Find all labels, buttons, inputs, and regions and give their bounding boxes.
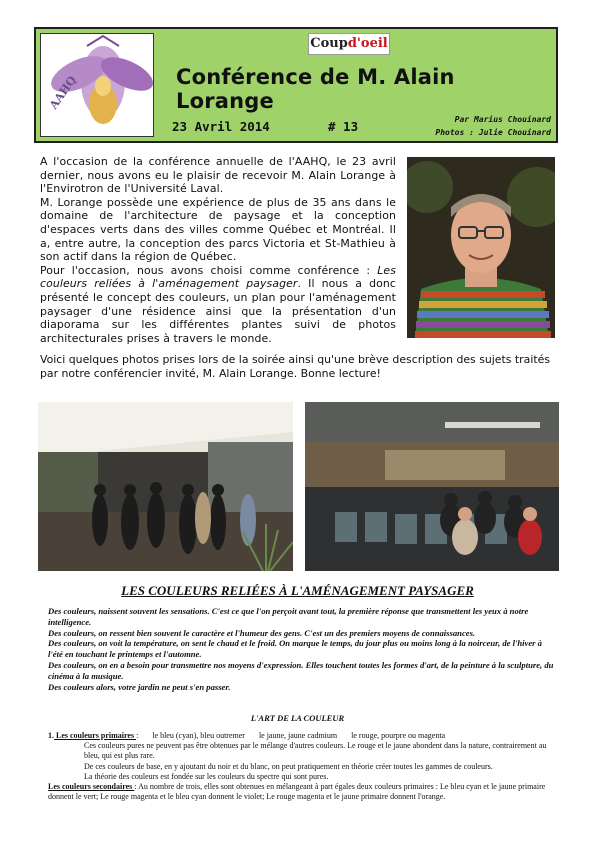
primary-note-1: Ces couleurs pures ne peuvent pas être obtenues par le mélange d'autres couleurs. Le rouge et le jaune abondent dans la nature, contrairement au bleu, qui est plus rare. bbox=[84, 741, 547, 761]
portrait-photo bbox=[407, 157, 555, 338]
event-photo-2 bbox=[305, 402, 559, 571]
primary-colors-line bbox=[48, 731, 558, 741]
intro-paragraph-2: M. Lorange possède une expérience de plus de 35 ans dans le domaine de l'architecture de paysage et la conception d'espaces verts dans des villes comme Québec et Montréal. Il a, entre autre, la conception des parcs Victoria et St-Mathieu à son actif dans la région de Québec. bbox=[40, 195, 396, 264]
primary-color-yellow: le jaune, jaune cadmium bbox=[258, 731, 338, 740]
badge-part1: Coup bbox=[310, 36, 348, 51]
author-credit: Par Marius Chouinard bbox=[454, 115, 551, 124]
colors-intro-block bbox=[48, 606, 558, 692]
secondary-colors-text: Au nombre de trois, elles sont obtenues en mélangeant à part égales deux couleurs primaires : Le bleu cyan et le jaune primaire donnent le vert; Le rouge magenta et le bleu cyan donnent le violet; Le rouge magenta et le jaune primaire donnent l'orange. bbox=[48, 782, 546, 802]
page-title: Conférence de M. Alain Lorange bbox=[176, 65, 455, 113]
badge-part2: d'oeil bbox=[347, 36, 388, 51]
primary-colors-label: Les couleurs primaires bbox=[54, 731, 137, 740]
conference-title: Les couleurs reliées à l'aménagement paysager bbox=[40, 263, 396, 291]
aahq-logo bbox=[40, 33, 154, 137]
intro-paragraph-1: A l'occasion de la conférence annuelle de l'AAHQ, le 23 avril dernier, nous avons eu le plaisir de recevoir M. Alain Lorange à l'Envirotron de l'Université Laval. bbox=[40, 155, 396, 196]
newsletter-header bbox=[34, 27, 558, 143]
closing-paragraph: Voici quelques photos prises lors de la soirée ainsi qu'une brève description des sujets traités par notre conférencier invité, M. Alain Lorange. Bonne lecture! bbox=[40, 353, 550, 380]
logo-text: AAHQ bbox=[47, 73, 79, 112]
issue-date: 23 Avril 2014 bbox=[172, 119, 270, 134]
byline bbox=[431, 113, 551, 139]
primary-color-red: le rouge, pourpre ou magenta bbox=[351, 731, 446, 740]
colors-paragraph-3: Des couleurs, on voit la température, on sent le chaud et le froid. On marque le temps, du jour plus ou moins long à la noirceur, de l'hiver à l'été en touchant le printemps et l'automne. bbox=[48, 638, 542, 660]
event-photo-1 bbox=[38, 402, 293, 571]
primary-colors-colon: : bbox=[136, 731, 139, 740]
colors-paragraph-1: Des couleurs, naissent souvent les sensations. C'est ce que l'on perçoit avant tout, la première réponse que transmettent les yeux à notre intelligence. bbox=[48, 606, 529, 627]
primary-color-blue: le bleu (cyan), bleu outremer bbox=[152, 731, 245, 740]
audience-photo-icon bbox=[305, 402, 559, 571]
intro-p3-b: . Il nous a donc présenté le concept des couleurs, un plan pour l'aménagement paysager d'une résidence ainsi que la présentation d'un diaporama sur les différentes plantes suivi de photos architecturales prises à travers le monde. bbox=[40, 277, 396, 345]
photo-credit: Photos : Julie Chouinard bbox=[435, 128, 551, 137]
list-number: 1. bbox=[48, 731, 54, 740]
colors-paragraph-2: Des couleurs, on ressent bien souvent le caractère et l'humeur des gens. C'est un des premiers moyens de connaissances. bbox=[48, 627, 476, 638]
art-of-color-title: L'ART DE LA COULEUR bbox=[250, 713, 345, 723]
primary-note-2: De ces couleurs de base, en y ajoutant du noir et du blanc, on peut pratiquement en théorie créer toutes les gammes de couleurs. bbox=[84, 761, 493, 771]
orchid-logo-icon bbox=[41, 34, 153, 136]
issue-number: # 13 bbox=[328, 119, 359, 134]
section-title: LES COULEURS RELIÉES À L'AMÉNAGEMENT PAYSAGER bbox=[121, 583, 474, 598]
secondary-colors-colon: : bbox=[134, 782, 137, 792]
primary-note-3: La théorie des couleurs est fondée sur les couleurs du spectre qui sont pures. bbox=[84, 771, 329, 781]
colors-paragraph-5: Des couleurs alors, votre jardin ne peut s'en passer. bbox=[48, 681, 231, 692]
intro-text bbox=[40, 155, 396, 345]
color-theory-list bbox=[48, 731, 558, 802]
secondary-colors-label: Les couleurs secondaires bbox=[48, 782, 135, 792]
secondary-colors-line bbox=[48, 782, 558, 802]
reception-photo-icon bbox=[38, 402, 293, 571]
intro-p3-a: Pour l'occasion, nous avons choisi comme conférence : bbox=[40, 263, 378, 277]
speaker-portrait-icon bbox=[407, 157, 555, 338]
colors-paragraph-4: Des couleurs, on en a besoin pour transmettre nos moyens d'expression. Elles touchent toutes les formes d'art, de la peinture à la sculpture, du cinéma à la musique. bbox=[48, 659, 554, 681]
intro-paragraph-3 bbox=[40, 264, 396, 346]
coupdoeil-badge bbox=[308, 33, 390, 55]
